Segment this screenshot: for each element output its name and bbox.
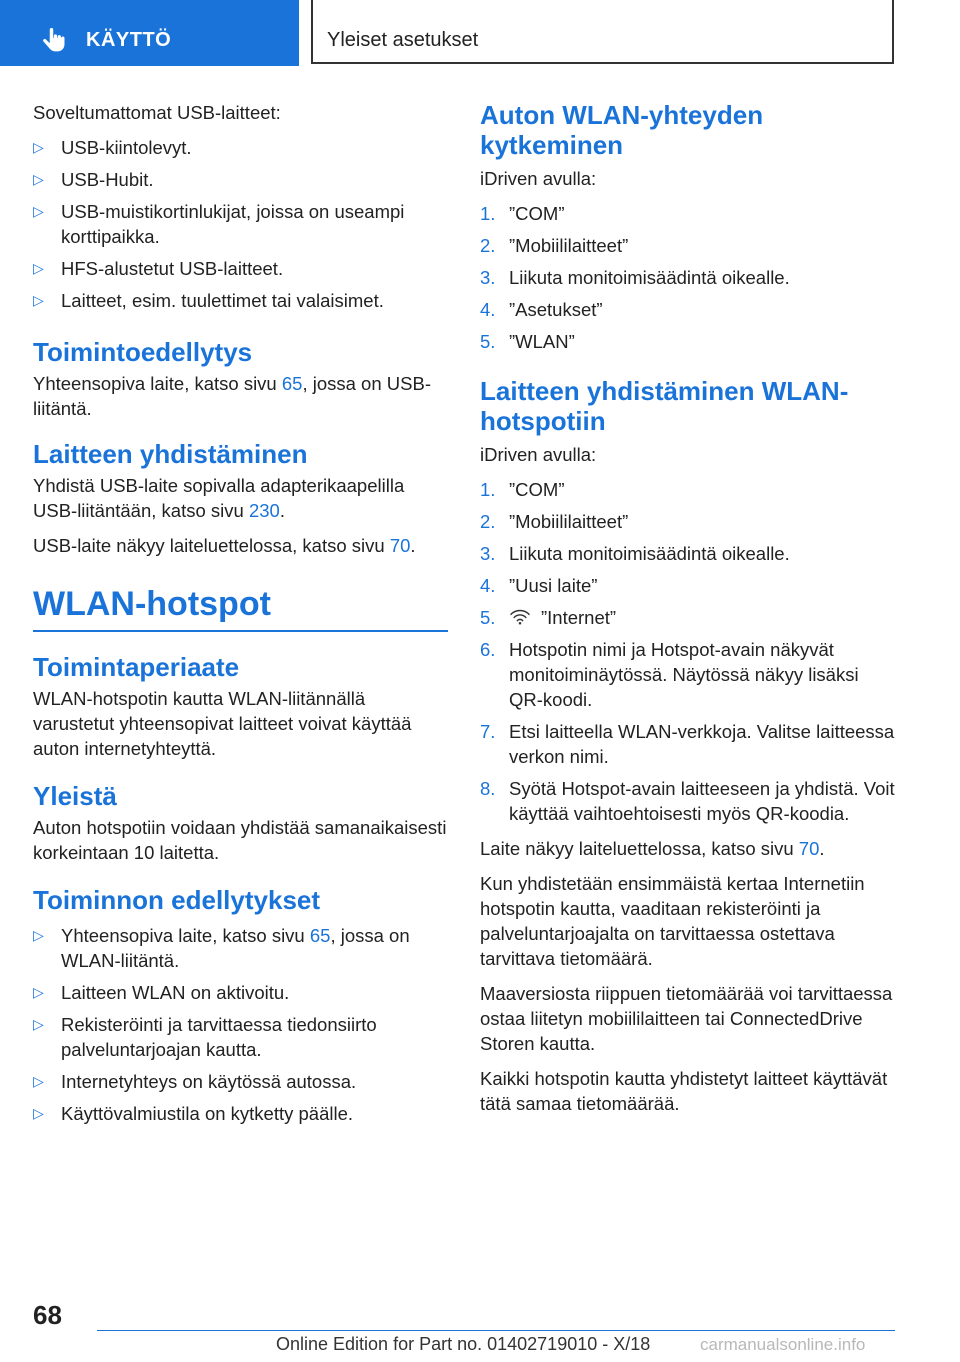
general-heading: Yleistä xyxy=(33,781,117,811)
requirement-heading: Toimintoedellytys xyxy=(33,337,253,367)
wifi-icon xyxy=(509,608,531,626)
country-text: Maaversiosta riippuen tietomäärää voi tarvittaessa ostaa liitetyn mobiililaitteen tai ConnectedDrive Storen kautta. xyxy=(480,983,893,1054)
page-header xyxy=(0,0,960,66)
page-number: 68 xyxy=(33,1300,62,1330)
list-item: 1. ”COM” xyxy=(480,479,565,500)
connect-text: Yhdistä USB-laite sopivalla adapterikaapelilla USB-liitäntään, katso sivu 230. xyxy=(33,475,405,521)
list-item: 3. Liikuta monitoimisäädintä oikealle. xyxy=(480,543,790,564)
conditions-list xyxy=(33,923,448,1126)
list-item: ▷ Laitteen WLAN on aktivoitu. xyxy=(33,982,290,1003)
triangle-bullet-icon: ▷ xyxy=(33,984,44,1000)
list-item: ▷ Laitteet, esim. tuulettimet tai valaisimet. xyxy=(33,290,384,311)
conditions-heading: Toiminnon edellytykset xyxy=(33,885,321,915)
hotspot-steps xyxy=(480,477,895,826)
list-item: 7. Etsi laitteella WLAN-verkkoja. Valitse laitteessa verkon nimi. xyxy=(480,721,895,767)
page-link[interactable]: 65 xyxy=(281,373,303,394)
chapter-label: KÄYTTÖ xyxy=(86,29,172,51)
triangle-bullet-icon: ▷ xyxy=(33,1073,44,1089)
wlan-heading: Auton WLAN-yhteyden kytkeminen xyxy=(480,100,764,160)
watermark: carmanualsonline.info xyxy=(700,1335,866,1354)
list-item: ▷ Internetyhteys on käytössä autossa. xyxy=(33,1071,357,1092)
share-text: Kaikki hotspotin kautta yhdistetyt laitteet käyttävät tätä samaa tietomäärää. xyxy=(480,1068,888,1114)
list-item: 6. Hotspotin nimi ja Hotspot-avain näkyvät monitoiminäytössä. Näytössä näkyy lisäksi QR-koodi. xyxy=(480,639,859,710)
connect-heading: Laitteen yhdistäminen xyxy=(33,439,308,469)
left-column xyxy=(33,100,448,1136)
section-title-box xyxy=(311,0,894,64)
list-item: 5. ”Internet” xyxy=(480,607,617,628)
chapter-tab xyxy=(0,0,299,66)
list-item: ▷ USB-kiintolevyt. xyxy=(33,137,192,158)
list-item: ▷ Rekisteröinti ja tarvittaessa tiedonsiirto palveluntarjoajan kautta. xyxy=(33,1014,377,1060)
list-text: Laite näkyy laiteluettelossa, katso sivu 70. xyxy=(480,838,825,859)
unsuitable-list xyxy=(33,135,448,313)
visible-text: USB-laite näkyy laiteluettelossa, katso sivu 70. xyxy=(33,535,416,556)
footer-divider xyxy=(97,1330,895,1331)
page-link[interactable]: 230 xyxy=(248,500,280,521)
triangle-bullet-icon: ▷ xyxy=(33,203,44,219)
principle-heading: Toimintaperiaate xyxy=(33,652,240,682)
list-item: 5. ”WLAN” xyxy=(480,331,575,352)
general-text: Auton hotspotiin voidaan yhdistää samanaikaisesti korkeintaan 10 laitetta. xyxy=(33,817,447,863)
hotspot-title-block xyxy=(33,584,448,632)
list-item: ▷ HFS-alustetut USB-laitteet. xyxy=(33,258,284,279)
triangle-bullet-icon: ▷ xyxy=(33,927,44,943)
triangle-bullet-icon: ▷ xyxy=(33,139,44,155)
page-link[interactable]: 70 xyxy=(389,535,411,556)
list-item: 8. Syötä Hotspot-avain laitteeseen ja yhdistä. Voit käyttää vaihtoehtoisesti myös QR-koodia. xyxy=(480,778,895,824)
page-link[interactable]: 70 xyxy=(798,838,820,859)
section-title: Yleiset asetukset xyxy=(327,29,479,51)
list-item: ▷ Käyttövalmiustila on kytketty päälle. xyxy=(33,1103,354,1124)
requirement-text: Yhteensopiva laite, katso sivu 65, jossa on USB-liitäntä. xyxy=(33,373,431,419)
list-item: ▷ Yhteensopiva laite, katso sivu 65, jossa on WLAN-liitäntä. xyxy=(33,925,410,971)
hotspot-heading: WLAN-hotspot xyxy=(33,585,271,623)
hotspot-intro: iDriven avulla: xyxy=(480,444,597,465)
list-item: ▷ USB-muistikortinlukijat, joissa on useampi korttipaikka. xyxy=(33,201,405,247)
list-item: 3. Liikuta monitoimisäädintä oikealle. xyxy=(480,267,790,288)
list-item: 2. ”Mobiililaitteet” xyxy=(480,511,629,532)
edition-text: Online Edition for Part no. 01402719010 - X/18 xyxy=(276,1334,651,1354)
triangle-bullet-icon: ▷ xyxy=(33,1105,44,1121)
hand-pointer-icon xyxy=(40,27,66,53)
list-item: 1. ”COM” xyxy=(480,203,565,224)
triangle-bullet-icon: ▷ xyxy=(33,292,44,308)
registration-text: Kun yhdistetään ensimmäistä kertaa Internetiin hotspotin kautta, vaaditaan rekisteröinti ja palveluntarjoajalta on tarvittaessa ostettava tarvittava tietomäärä. xyxy=(480,873,865,969)
list-item: 2. ”Mobiililaitteet” xyxy=(480,235,629,256)
unsuitable-intro: Soveltumattomat USB-laitteet: xyxy=(33,102,281,123)
list-item: 4. ”Uusi laite” xyxy=(480,575,598,596)
list-item: ▷ USB-Hubit. xyxy=(33,169,154,190)
wlan-intro: iDriven avulla: xyxy=(480,168,597,189)
wlan-steps xyxy=(480,201,895,354)
hotspot-connect-heading: Laitteen yhdistäminen WLAN-hotspotiin xyxy=(480,376,849,436)
right-column xyxy=(480,100,895,1126)
triangle-bullet-icon: ▷ xyxy=(33,1016,44,1032)
triangle-bullet-icon: ▷ xyxy=(33,260,44,276)
list-item: 4. ”Asetukset” xyxy=(480,299,603,320)
triangle-bullet-icon: ▷ xyxy=(33,171,44,187)
page-link[interactable]: 65 xyxy=(309,925,331,946)
principle-text: WLAN-hotspotin kautta WLAN-liitännällä varustetut yhteensopivat laitteet voivat käyttää auton internetyhteyttä. xyxy=(33,688,412,759)
